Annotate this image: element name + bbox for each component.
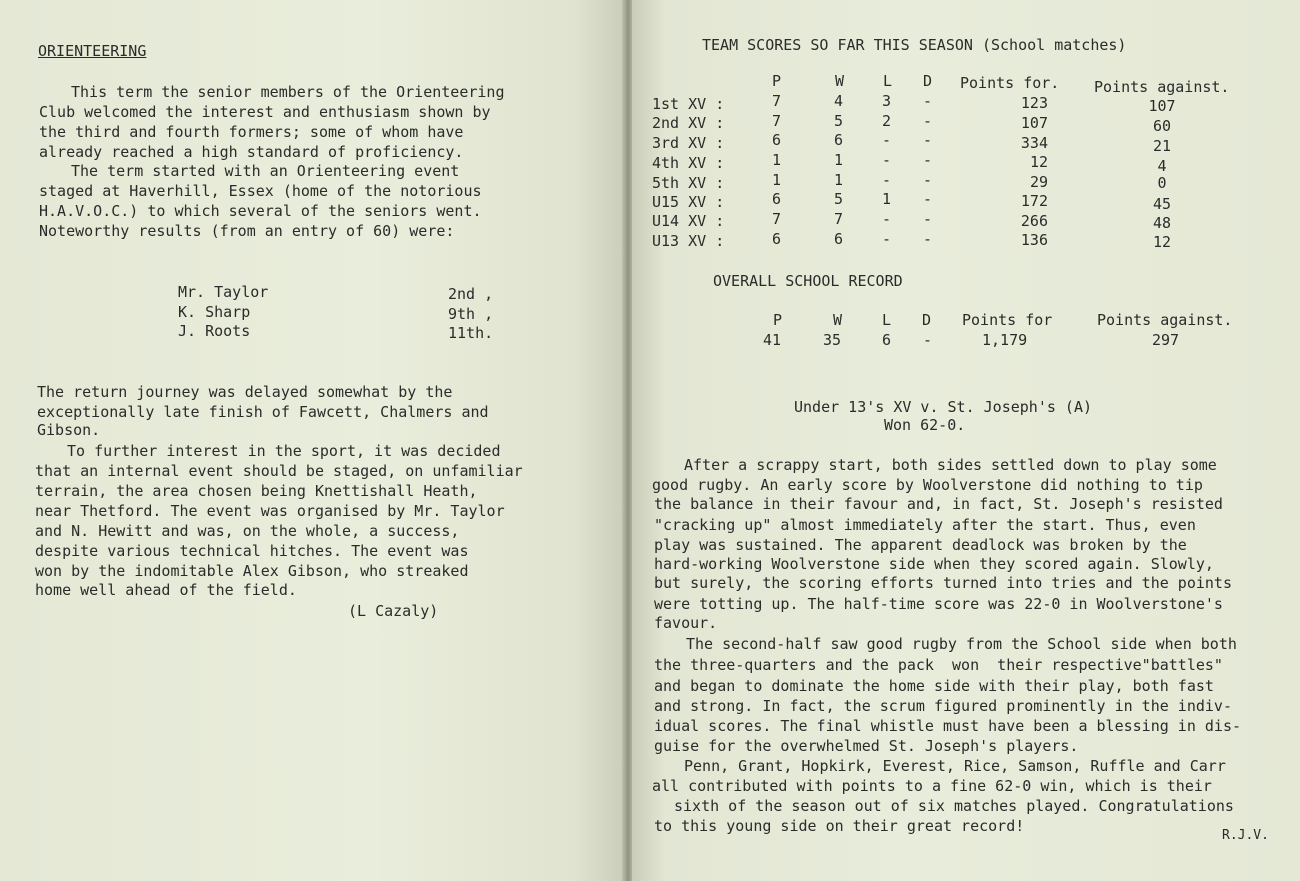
won: 7 (834, 210, 844, 228)
lost: - (882, 171, 892, 189)
result-place: 2nd , (448, 285, 494, 303)
text-line: to this young side on their great record! (654, 817, 1025, 835)
text-line: sixth of the season out of six matches played. Congratulations (674, 797, 1234, 815)
text-line: staged at Haverhill, Essex (home of the notorious (39, 182, 482, 200)
overall-drawn: - (923, 331, 933, 349)
team-name: 2nd XV : (652, 114, 725, 132)
points-against: 107 (1148, 97, 1176, 115)
points-against: 48 (1152, 214, 1172, 232)
team-name: U14 XV : (652, 212, 725, 230)
team-name: U15 XV : (652, 193, 725, 211)
points-against: 45 (1152, 195, 1172, 213)
column-header-points-against: Points against. (1094, 78, 1230, 96)
drawn: - (923, 210, 933, 228)
overall-points-against: 297 (1152, 331, 1180, 349)
text-line: The return journey was delayed somewhat by the (37, 383, 453, 401)
points-for: 123 (1020, 94, 1048, 112)
text-line: H.A.V.O.C.) to which several of the seniors went. (39, 202, 482, 220)
drawn: - (923, 190, 933, 208)
text-line: Club welcomed the interest and enthusiasm shown by (39, 103, 491, 121)
lost: - (882, 151, 892, 169)
text-line: that an internal event should be staged, on unfamiliar (35, 462, 523, 480)
text-line: favour. (654, 614, 718, 632)
played: 6 (772, 131, 782, 149)
played: 1 (772, 171, 782, 189)
text-line: exceptionally late finish of Fawcett, Chalmers and (37, 403, 489, 421)
points-for: 12 (1029, 153, 1048, 171)
drawn: - (923, 230, 933, 248)
team-name: 5th XV : (652, 174, 725, 192)
overall-played: 41 (763, 331, 782, 349)
points-against: 60 (1152, 117, 1172, 135)
signature-initials: R.J.V. (1222, 828, 1269, 843)
drawn: - (923, 171, 933, 189)
text-line: despite various technical hitches. The event was (35, 542, 469, 560)
won: 1 (834, 151, 844, 169)
text-line: already reached a high standard of proficiency. (39, 143, 464, 161)
points-against: 0 (1157, 174, 1167, 192)
text-line: The second-half saw good rugby from the School side when both (686, 635, 1237, 653)
result-place: 11th. (448, 324, 494, 342)
result-name: Mr. Taylor (178, 283, 269, 301)
played: 7 (772, 92, 782, 110)
match-title: Under 13's XV v. St. Joseph's (A) (794, 398, 1093, 416)
text-line: The term started with an Orienteering event (71, 162, 460, 180)
points-against: 12 (1152, 233, 1172, 251)
text-line: hard-working Woolverstone side when they scored again. Slowly, (654, 555, 1214, 573)
won: 6 (834, 131, 844, 149)
overall-won: 35 (823, 331, 842, 349)
overall-header-points-against: Points against. (1097, 311, 1233, 329)
points-for: 172 (1020, 192, 1048, 210)
lost: 2 (882, 112, 892, 130)
team-scores-title: TEAM SCORES SO FAR THIS SEASON (School matches) (702, 36, 1127, 54)
text-line: Gibson. (37, 421, 101, 439)
played: 1 (772, 151, 782, 169)
points-for: 266 (1020, 212, 1048, 230)
lost: 1 (882, 190, 892, 208)
points-for: 136 (1020, 231, 1048, 249)
text-line: idual scores. The final whistle must have been a blessing in dis- (654, 717, 1241, 735)
text-line: and strong. In fact, the scrum figured prominently in the indiv- (654, 697, 1232, 715)
text-line: were totting up. The half-time score was 22-0 in Woolverstone's (654, 595, 1223, 613)
text-line: but surely, the scoring efforts turned into tries and the points (654, 574, 1232, 592)
text-line: Penn, Grant, Hopkirk, Everest, Rice, Samson, Ruffle and Carr (684, 757, 1226, 775)
left-page (0, 0, 625, 881)
text-line: the three-quarters and the pack won their respective"battles" (654, 656, 1223, 674)
match-result: Won 62-0. (884, 416, 966, 434)
text-line: and N. Hewitt and was, on the whole, a success, (35, 522, 460, 540)
text-line: After a scrappy start, both sides settled down to play some (684, 456, 1217, 474)
points-for: 29 (1029, 173, 1048, 191)
right-page (632, 0, 1300, 881)
text-line: play was sustained. The apparent deadlock was broken by the (654, 536, 1187, 554)
result-place: 9th , (448, 305, 494, 323)
overall-header-points-for: Points for (962, 311, 1053, 329)
team-name: 1st XV : (652, 95, 725, 113)
result-name: J. Roots (178, 322, 251, 340)
won: 6 (834, 230, 844, 248)
points-for: 334 (1020, 134, 1048, 152)
drawn: - (923, 92, 933, 110)
overall-header-p: P (773, 311, 783, 329)
result-name: K. Sharp (178, 303, 251, 321)
team-name: 3rd XV : (652, 134, 725, 152)
overall-header-d: D (922, 311, 932, 329)
text-line: won by the indomitable Alex Gibson, who streaked (35, 562, 469, 580)
won: 1 (834, 171, 844, 189)
overall-points-for: 1,179 (982, 331, 1028, 349)
lost: - (882, 210, 892, 228)
text-line: near Thetford. The event was organised by Mr. Taylor (35, 502, 505, 520)
text-line: guise for the overwhelmed St. Joseph's players. (654, 737, 1079, 755)
points-for: 107 (1020, 114, 1048, 132)
text-line: Noteworthy results (from an entry of 60) were: (39, 222, 455, 240)
overall-header-w: W (833, 311, 843, 329)
played: 6 (772, 190, 782, 208)
played: 6 (772, 230, 782, 248)
text-line: the balance in their favour and, in fact, St. Joseph's resisted (654, 495, 1223, 513)
played: 7 (772, 210, 782, 228)
won: 5 (834, 190, 844, 208)
overall-record-title: OVERALL SCHOOL RECORD (713, 272, 903, 290)
played: 7 (772, 112, 782, 130)
column-header-p: P (772, 72, 782, 90)
won: 4 (834, 92, 844, 110)
text-line: the third and fourth formers; some of whom have (39, 123, 464, 141)
lost: 3 (882, 92, 892, 110)
text-line: To further interest in the sport, it was decided (67, 442, 501, 460)
team-name: U13 XV : (652, 232, 725, 250)
overall-lost: 6 (882, 331, 892, 349)
lost: - (882, 131, 892, 149)
text-line: all contributed with points to a fine 62-0 win, which is their (652, 777, 1212, 795)
won: 5 (834, 112, 844, 130)
column-header-l: L (883, 72, 893, 90)
team-name: 4th XV : (652, 154, 725, 172)
author-credit: (L Cazaly) (348, 602, 439, 620)
points-against: 21 (1152, 137, 1172, 155)
text-line: This term the senior members of the Orienteering (71, 83, 505, 101)
column-header-points-for: Points for. (960, 74, 1060, 92)
text-line: "cracking up" almost immediately after the start. Thus, even (654, 516, 1196, 534)
points-against: 4 (1157, 157, 1167, 175)
orienteering-heading: ORIENTEERING (38, 42, 147, 60)
drawn: - (923, 151, 933, 169)
text-line: and began to dominate the home side with their play, both fast (654, 677, 1214, 695)
column-header-d: D (923, 72, 933, 90)
text-line: terrain, the area chosen being Knettishall Heath, (35, 482, 478, 500)
column-header-w: W (835, 72, 845, 90)
drawn: - (923, 131, 933, 149)
text-line: home well ahead of the field. (35, 581, 297, 599)
lost: - (882, 230, 892, 248)
overall-header-l: L (882, 311, 892, 329)
text-line: good rugby. An early score by Woolverstone did nothing to tip (652, 476, 1203, 494)
drawn: - (923, 112, 933, 130)
